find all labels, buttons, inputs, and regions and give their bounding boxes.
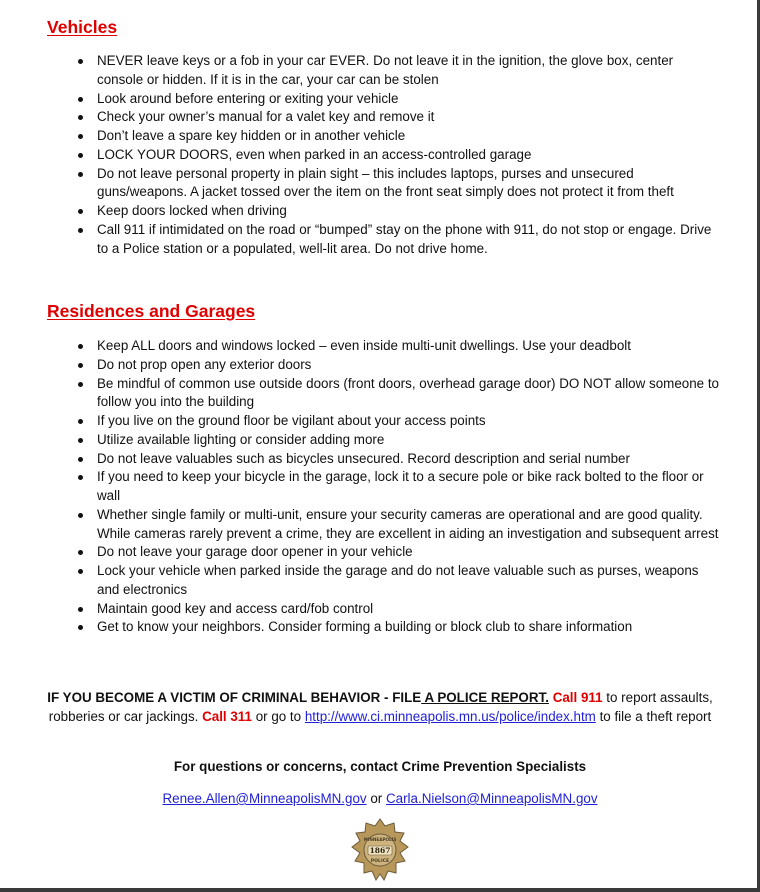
police-badge-icon (348, 817, 412, 887)
list-item: LOCK YOUR DOORS, even when parked in an access-controlled garage (0, 146, 720, 165)
list-item: Lock your vehicle when parked inside the garage and do not leave valuable such as purses, weapons and electronics (0, 562, 720, 600)
badge-bottom-text: POLICE (370, 859, 390, 864)
list-item: Maintain good key and access card/fob control (0, 600, 720, 619)
report-paragraph (20, 688, 740, 726)
list-item: Keep doors locked when driving (0, 202, 720, 221)
list-item: NEVER leave keys or a fob in your car EVER. Do not leave it in the ignition, the glove box, center console or hidden. If it is in the car, your car can be stolen (0, 52, 720, 90)
list-item: Look around before entering or exiting your vehicle (0, 90, 720, 109)
residences-list (0, 337, 720, 637)
report-lead: IF YOU BECOME A VICTIM OF CRIMINAL BEHAVIOR - FILE (47, 690, 422, 705)
list-item: Get to know your neighbors. Consider forming a building or block club to share information (0, 618, 720, 637)
list-item: Utilize available lighting or consider adding more (0, 431, 720, 450)
residences-heading: Residences and Garages (47, 301, 256, 321)
badge-year: 1867 (369, 846, 391, 856)
list-item: Do not leave personal property in plain sight – this includes laptops, purses and unsecured guns/weapons. A jacket tossed over the item on the front seat simply does not protect it from theft (0, 165, 720, 203)
report-text-1: to report assaults, robberies or car jackings. (48, 690, 713, 724)
police-website-link[interactable]: http://www.ci.minneapolis.mn.us/police/index.htm (304, 709, 596, 724)
list-item: Keep ALL doors and windows locked – even inside multi-unit dwellings. Use your deadbolt (0, 337, 720, 356)
list-item: If you live on the ground floor be vigilant about your access points (0, 412, 720, 431)
contact-or-text: or (366, 791, 386, 806)
email-link-renee[interactable]: Renee.Allen@MinneapolisMN.gov (162, 791, 367, 806)
vehicles-list (0, 52, 720, 258)
email-link-carla[interactable]: Carla.Nielson@MinneapolisMN.gov (385, 791, 598, 806)
vehicles-heading: Vehicles (47, 17, 118, 37)
list-item: Do not prop open any exterior doors (0, 356, 720, 375)
report-text-3: to file a theft report (595, 709, 712, 724)
call-911-text: Call 911 (552, 690, 603, 705)
police-report-text: A POLICE REPORT. (421, 690, 549, 705)
list-item: Don’t leave a spare key hidden or in another vehicle (0, 127, 720, 146)
list-item: Do not leave your garage door opener in your vehicle (0, 543, 720, 562)
call-311-text: Call 311 (202, 709, 252, 724)
contact-heading: For questions or concerns, contact Crime Prevention Specialists (173, 759, 587, 774)
list-item: Be mindful of common use outside doors (front doors, overhead garage door) DO NOT allow someone to follow you into the building (0, 375, 720, 413)
contact-emails (20, 789, 740, 808)
list-item: Call 911 if intimidated on the road or “bumped” stay on the phone with 911, do not stop or engage. Drive to a Police station or a populated, well-lit area. Do not drive home. (0, 221, 720, 259)
page-frame-bottom (0, 888, 760, 892)
report-text-2: or go to (251, 709, 305, 724)
list-item: If you need to keep your bicycle in the garage, lock it to a secure pole or bike rack bolted to the floor or wall (0, 468, 720, 506)
badge-top-text: MINNEAPOLIS (363, 837, 397, 842)
list-item: Do not leave valuables such as bicycles unsecured. Record description and serial number (0, 450, 720, 469)
list-item: Whether single family or multi-unit, ensure your security cameras are operational and are good quality. While cameras rarely prevent a crime, they are excellent in aiding an investigation and subsequent arrest (0, 506, 720, 544)
list-item: Check your owner’s manual for a valet key and remove it (0, 108, 720, 127)
